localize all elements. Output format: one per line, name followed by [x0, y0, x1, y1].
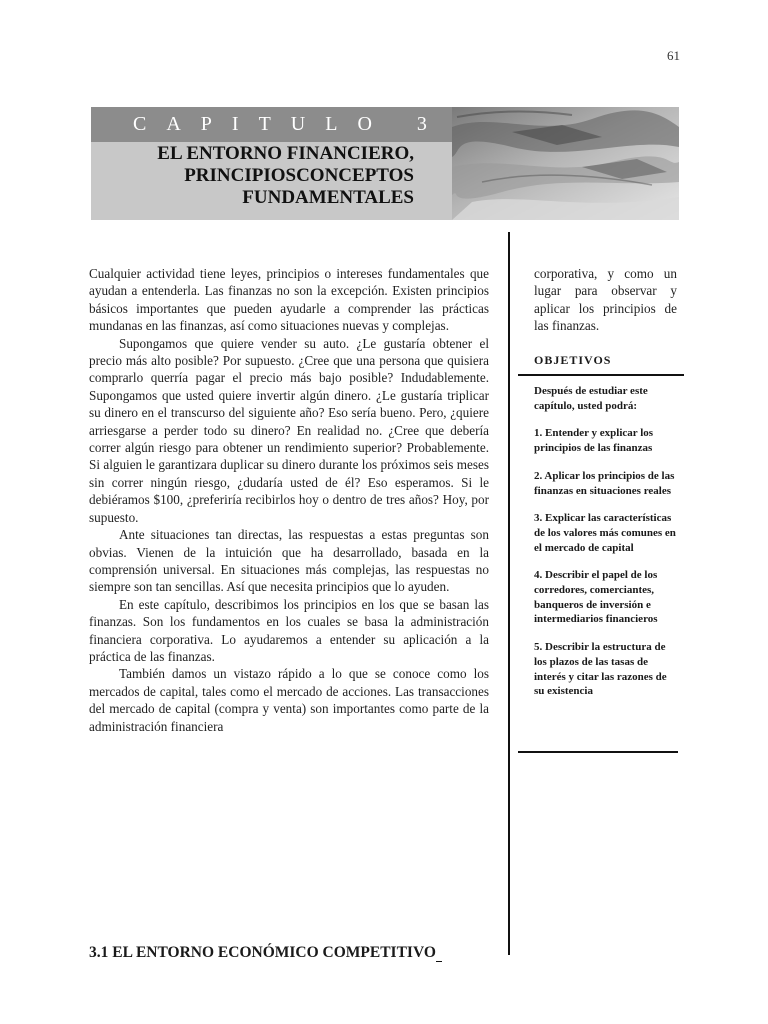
section-heading-text: 3.1 EL ENTORNO ECONÓMICO COMPETITIVO: [89, 944, 436, 961]
chapter-title-line: PRINCIPIOSCONCEPTOS: [184, 165, 414, 186]
paragraph: También damos un vistazo rápido a lo que se conoce como los mercados de capital, tales como el mercado de acciones. Las transacciones del mercado de capital (compra y venta) son importantes como parte de la administración financiera: [89, 666, 489, 734]
objectives-top-rule: [518, 374, 684, 376]
side-column-continuation: corporativa, y como un lugar para observar y aplicar los principios de las finanzas.: [534, 266, 677, 334]
paragraph: Supongamos que quiere vender su auto. ¿Le gustaría obtener el precio más alto posible? Por supuesto. ¿Cree que una persona que quisiera comprarlo querría pagar el precio más bajo posible? Indudablemente. Supongamos que usted quiere invertir algún dinero. ¿Le gustaría triplicar su dinero en el transcurso del siguiente año? Eso sería bueno. Pero, ¿quiere arriesgarse a perder todo su dinero? En realidad no. ¿Cree que debería correr algún riesgo para obtener un rendimiento superior? Probablemente. Si alguien le garantizara duplicar su dinero durante los próximos seis meses sin correr ningún riesgo, ¿dudaría usted de él? Eso esperamos. Si le debiéramos $100, ¿preferiría recibirlos hoy o dentro de tres años? Hoy, por supuesto.: [89, 335, 489, 525]
page-number: 61: [667, 48, 680, 63]
paragraph: Ante situaciones tan directas, las respuestas a estas preguntas son obvias. Vienen de la intuición que ha desarrollado, basada en la comprensión universal. En situaciones más complejas, las respuestas no siempre son tan sencillas. Así que necesita principios que lo ayuden.: [89, 527, 489, 595]
banner-decorative-image: [452, 107, 679, 220]
objectives-title: OBJETIVOS: [534, 353, 612, 367]
section-heading: [89, 944, 499, 962]
objective-item: 1. Entender y explicar los principios de las finanzas: [534, 427, 654, 455]
paragraph: En este capítulo, describimos los principios en los que se basan las finanzas. Son los fundamentos en los cuales se basa la administración financiera corporativa. Lo ayudaremos a entender su aplicación a la práctica de las finanzas.: [89, 596, 489, 664]
chapter-title-line: FUNDAMENTALES: [242, 187, 414, 208]
objective-item: 5. Describir la estructura de los plazos de las tasas de interés y citar las razones de su existencia: [534, 641, 667, 698]
objectives-intro: Después de estudiar este capítulo, usted podrá:: [534, 385, 648, 412]
banner-text-panel: [91, 107, 452, 220]
abstract-texture-image: [452, 107, 679, 220]
objectives-box: [534, 384, 678, 712]
chapter-title: [157, 143, 414, 209]
objective-item: 3. Explicar las características de los valores más comunes en el mercado de capital: [534, 512, 676, 554]
objective-item: 2. Aplicar los principios de las finanzas en situaciones reales: [534, 469, 675, 497]
chapter-label: CAPITULO 3: [133, 113, 447, 135]
heading-underline: [436, 947, 442, 962]
objectives-bottom-rule: [518, 751, 678, 753]
main-body-text: [89, 265, 489, 735]
chapter-title-line: EL ENTORNO FINANCIERO,: [157, 143, 414, 164]
paragraph: Cualquier actividad tiene leyes, principios o intereses fundamentales que ayudan a entenderla. Las finanzas no son la excepción. Existen principios básicos importantes que pueden ayudarle a comprender las prácticas mundanas en las finanzas, así como situaciones nuevas y complejas.: [89, 266, 489, 334]
objective-item: 4. Describir el papel de los corredores, comerciantes, banqueros de inversión e intermediarios financieros: [534, 569, 658, 626]
column-divider: [508, 232, 510, 955]
chapter-banner: [91, 107, 679, 220]
